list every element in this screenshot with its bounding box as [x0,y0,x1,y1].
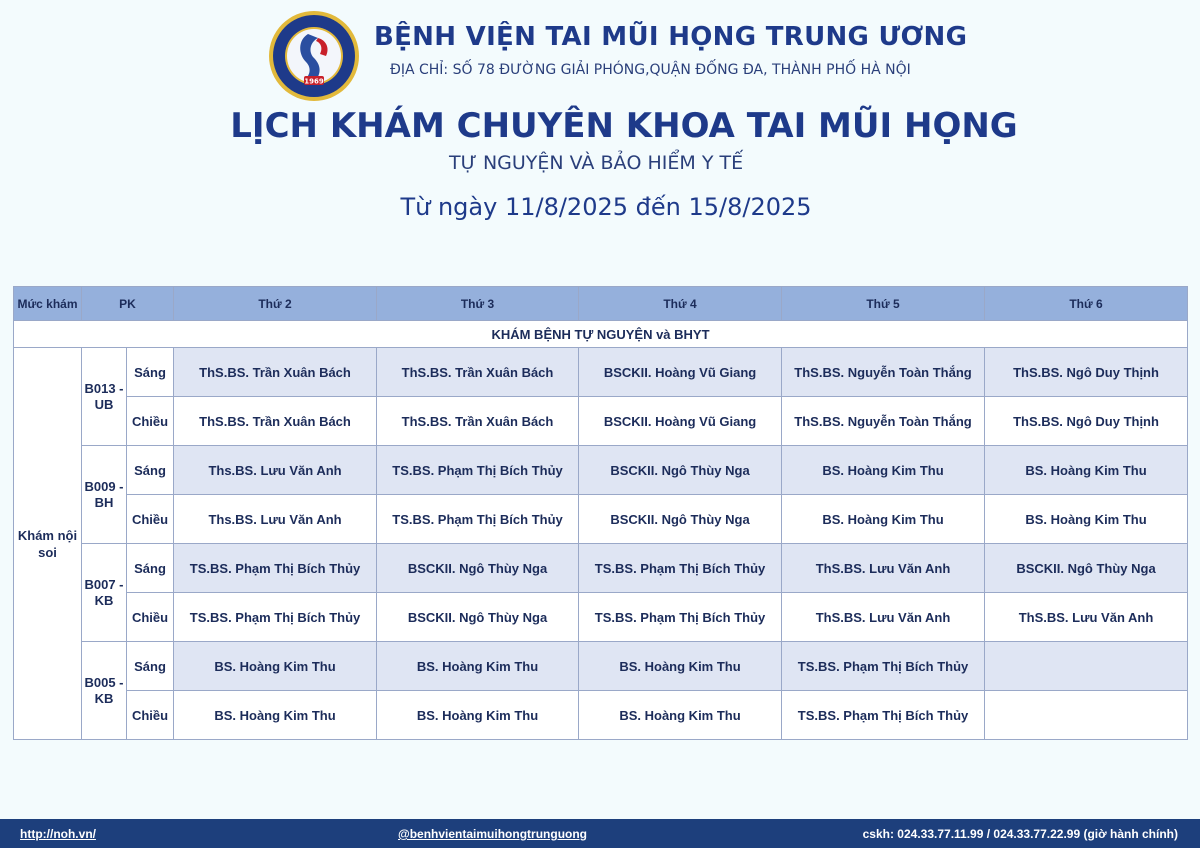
doctor-cell: BSCKII. Hoàng Vũ Giang [579,397,782,446]
shift-afternoon: Chiều [127,593,174,642]
doctor-cell: BSCKII. Ngô Thùy Nga [579,495,782,544]
doctor-cell: TS.BS. Phạm Thị Bích Thủy [377,495,579,544]
doctor-cell: ThS.BS. Lưu Văn Anh [985,593,1188,642]
room-code: B013 - UB [82,348,127,446]
header-day-thu: Thứ 5 [782,287,985,321]
doctor-cell: TS.BS. Phạm Thị Bích Thủy [174,544,377,593]
doctor-cell: BS. Hoàng Kim Thu [985,446,1188,495]
doctor-cell: ThS.BS. Nguyễn Toàn Thắng [782,397,985,446]
doctor-cell: BSCKII. Ngô Thùy Nga [579,446,782,495]
doctor-cell [985,691,1188,740]
doctor-cell: ThS.BS. Trần Xuân Bách [377,348,579,397]
header-day-tue: Thứ 3 [377,287,579,321]
doctor-cell [985,642,1188,691]
shift-afternoon: Chiều [127,397,174,446]
doctor-cell: BS. Hoàng Kim Thu [782,495,985,544]
doctor-cell: BSCKII. Ngô Thùy Nga [377,593,579,642]
hospital-name: BỆNH VIỆN TAI MŨI HỌNG TRUNG ƯƠNG [374,22,968,52]
table-row [14,593,1188,642]
table-header-row [14,287,1188,321]
doctor-cell: BSCKII. Ngô Thùy Nga [985,544,1188,593]
doctor-cell: BS. Hoàng Kim Thu [174,642,377,691]
header-day-mon: Thứ 2 [174,287,377,321]
hospital-address: ĐỊA CHỈ: SỐ 78 ĐƯỜNG GIẢI PHÓNG,QUẬN ĐỐNG ĐA, THÀNH PHỐ HÀ NỘI [390,62,911,78]
room-code: B007 - KB [82,544,127,642]
doctor-cell: BS. Hoàng Kim Thu [579,642,782,691]
table-row [14,348,1188,397]
shift-morning: Sáng [127,446,174,495]
svg-text:1969: 1969 [304,77,324,86]
exam-level: Khám nội soi [14,348,82,740]
doctor-cell: BS. Hoàng Kim Thu [377,691,579,740]
section-title: KHÁM BỆNH TỰ NGUYỆN và BHYT [14,321,1188,348]
page-subtitle: TỰ NGUYỆN VÀ BẢO HIỂM Y TẾ [449,152,744,174]
doctor-cell: ThS.BS. Lưu Văn Anh [782,544,985,593]
header [0,0,1200,280]
table-row [14,446,1188,495]
room-code: B005 - KB [82,642,127,740]
doctor-cell: ThS.BS. Trần Xuân Bách [174,397,377,446]
header-day-fri: Thứ 6 [985,287,1188,321]
doctor-cell: BS. Hoàng Kim Thu [377,642,579,691]
doctor-cell: TS.BS. Phạm Thị Bích Thủy [174,593,377,642]
doctor-cell: BS. Hoàng Kim Thu [174,691,377,740]
doctor-cell: ThS.BS. Ngô Duy Thịnh [985,348,1188,397]
website-link[interactable]: http://noh.vn/ [20,827,96,841]
hospital-logo-icon [268,10,360,102]
doctor-cell: ThS.BS. Trần Xuân Bách [377,397,579,446]
doctor-cell: TS.BS. Phạm Thị Bích Thủy [782,691,985,740]
doctor-cell: TS.BS. Phạm Thị Bích Thủy [782,642,985,691]
shift-morning: Sáng [127,348,174,397]
table-row [14,397,1188,446]
date-range: Từ ngày 11/8/2025 đến 15/8/2025 [400,193,812,221]
doctor-cell: ThS.BS. Lưu Văn Anh [782,593,985,642]
doctor-cell: BSCKII. Ngô Thùy Nga [377,544,579,593]
footer [0,819,1200,848]
social-link[interactable]: @benhvientaimuihongtrunguong [398,827,588,841]
shift-afternoon: Chiều [127,495,174,544]
doctor-cell: TS.BS. Phạm Thị Bích Thủy [377,446,579,495]
schedule-table [13,286,1188,740]
header-room: PK [82,287,174,321]
doctor-cell: Ths.BS. Lưu Văn Anh [174,446,377,495]
doctor-cell: ThS.BS. Trần Xuân Bách [174,348,377,397]
doctor-cell: BSCKII. Hoàng Vũ Giang [579,348,782,397]
shift-afternoon: Chiều [127,691,174,740]
shift-morning: Sáng [127,544,174,593]
contact-phone: cskh: 024.33.77.11.99 / 024.33.77.22.99 (giờ hành chính) [862,827,1178,841]
table-row [14,691,1188,740]
doctor-cell: TS.BS. Phạm Thị Bích Thủy [579,544,782,593]
header-day-wed: Thứ 4 [579,287,782,321]
doctor-cell: ThS.BS. Ngô Duy Thịnh [985,397,1188,446]
table-row [14,544,1188,593]
section-row [14,321,1188,348]
header-level: Mức khám [14,287,82,321]
doctor-cell: BS. Hoàng Kim Thu [985,495,1188,544]
table-row [14,642,1188,691]
doctor-cell: ThS.BS. Nguyễn Toàn Thắng [782,348,985,397]
table-row [14,495,1188,544]
page-title: LỊCH KHÁM CHUYÊN KHOA TAI MŨI HỌNG [230,106,1018,146]
doctor-cell: BS. Hoàng Kim Thu [782,446,985,495]
doctor-cell: BS. Hoàng Kim Thu [579,691,782,740]
shift-morning: Sáng [127,642,174,691]
doctor-cell: Ths.BS. Lưu Văn Anh [174,495,377,544]
doctor-cell: TS.BS. Phạm Thị Bích Thủy [579,593,782,642]
room-code: B009 - BH [82,446,127,544]
